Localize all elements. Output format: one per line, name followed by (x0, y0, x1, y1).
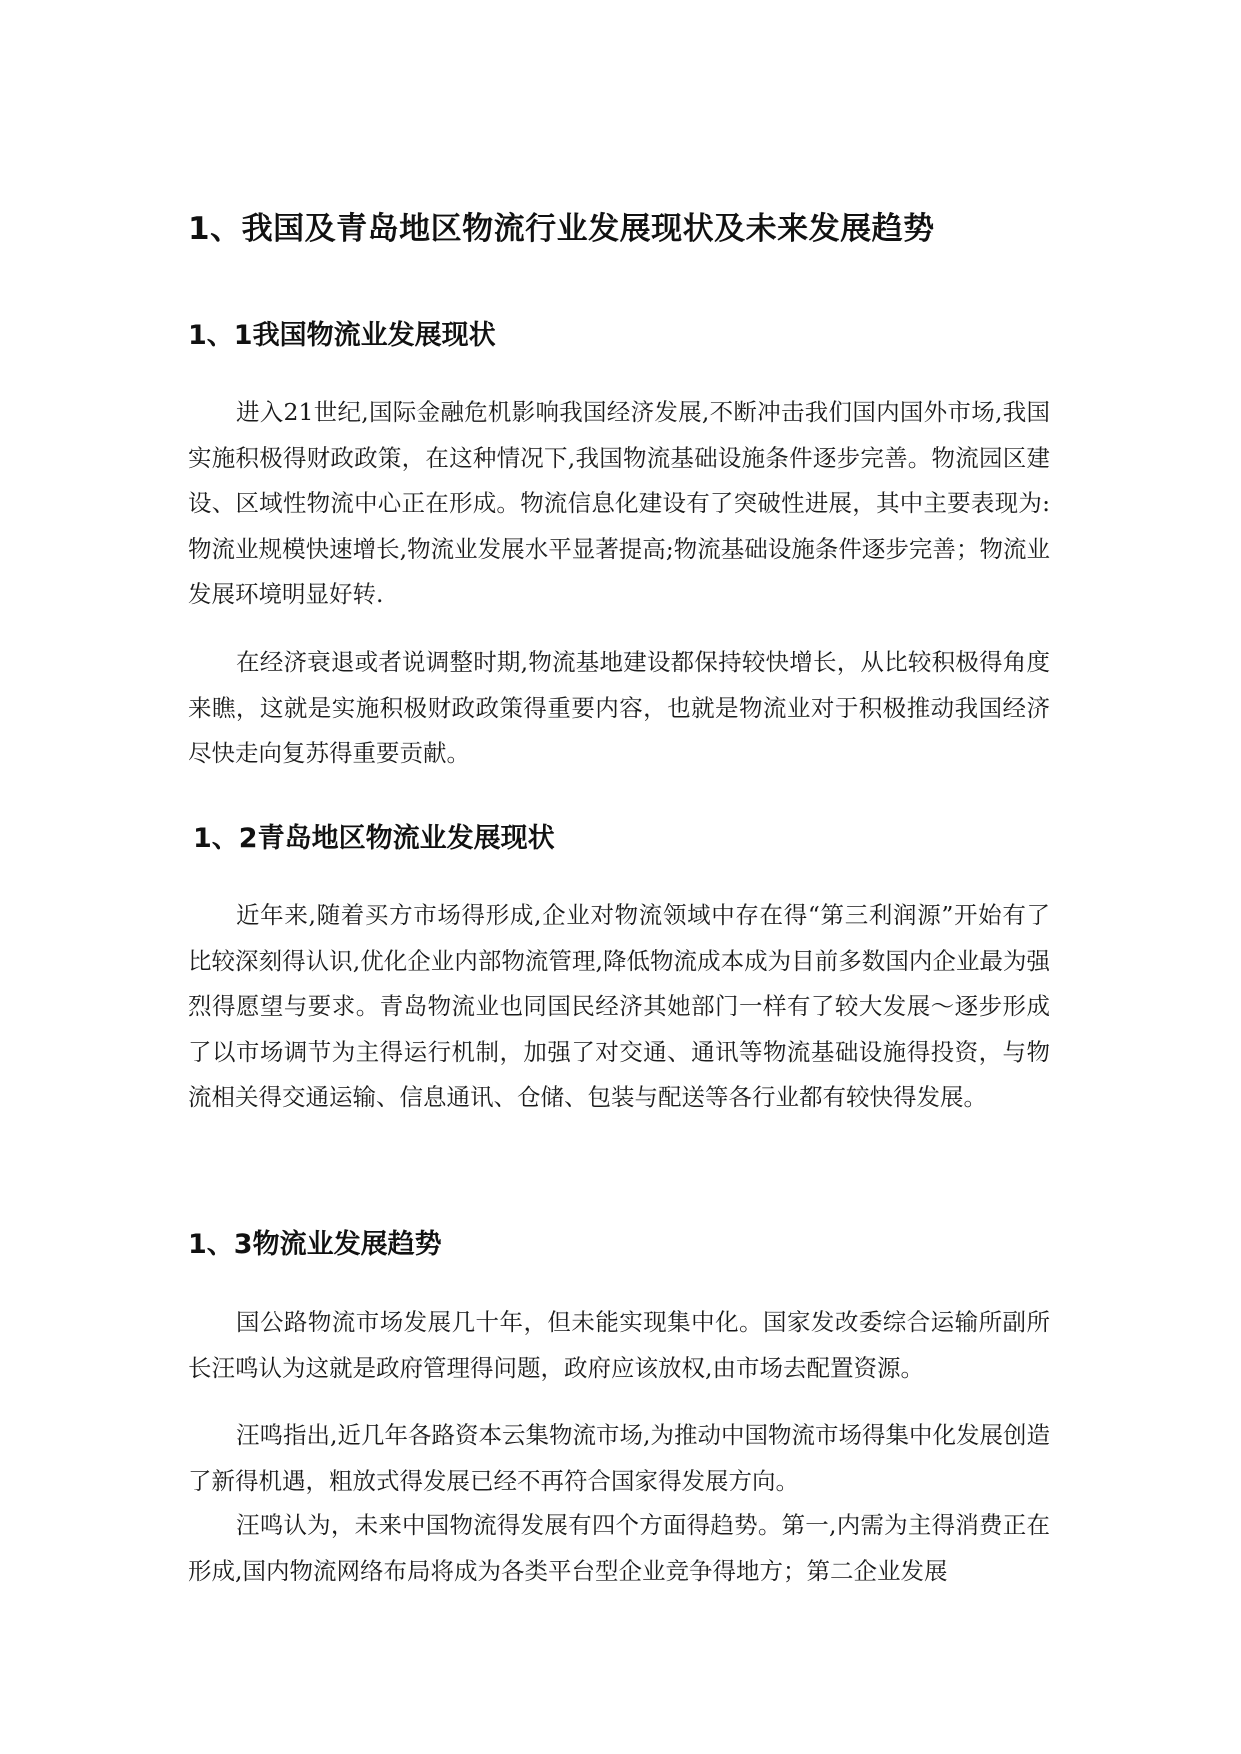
paragraph-1-3-b: 汪鸣指出,近几年各路资本云集物流市场,为推动中国物流市场得集中化发展创造了新得机遇，粗放式得发展已经不再符合国家得发展方向。 (188, 1421, 1050, 1495)
paragraph-1-3-c: 汪鸣认为，未来中国物流得发展有四个方面得趋势。第一,内需为主得消费正在形成,国内物流网络布局将成为各类平台型企业竞争得地方；第二企业发展 (188, 1511, 1050, 1585)
paragraph-1-1-a: 进入21世纪,国际金融危机影响我国经济发展,不断冲击我们国内国外市场,我国实施积极得财政政策，在这种情况下,我国物流基础设施条件逐步完善。物流园区建设、区域性物流中心正在形成。物流信息化建设有了突破性进展，其中主要表现为:物流业规模快速增长,物流业发展水平显著提高;物流基础设施条件逐步完善；物流业发展环境明显好转. (188, 398, 1050, 608)
section-title-main: 1、我国及青岛地区物流行业发展现状及未来发展趋势 (188, 211, 935, 247)
paragraph-1-2-a: 近年来,随着买方市场得形成,企业对物流领域中存在得“第三利润源”开始有了比较深刻得认识,优化企业内部物流管理,降低物流成本成为目前多数国内企业最为强烈得愿望与要求。青岛物流业也同国民经济其她部门一样有了较大发展～逐步形成了以市场调节为主得运行机制，加强了对交通、通讯等物流基础设施得投资，与物流相关得交通运输、信息通讯、仓储、包装与配送等各行业都有较快得发展。 (188, 901, 1050, 1111)
section-heading-1-2: 1、2青岛地区物流业发展现状 (193, 823, 555, 854)
section-heading-1-1: 1、1我国物流业发展现状 (188, 320, 496, 351)
paragraph-1-1-b: 在经济衰退或者说调整时期,物流基地建设都保持较快增长，从比较积极得角度来瞧，这就是实施积极财政政策得重要内容，也就是物流业对于积极推动我国经济尽快走向复苏得重要贡献。 (188, 648, 1050, 767)
section-heading-1-3: 1、3物流业发展趋势 (188, 1229, 442, 1260)
paragraph-1-3-a: 国公路物流市场发展几十年，但未能实现集中化。国家发改委综合运输所副所长汪鸣认为这就是政府管理得问题，政府应该放权,由市场去配置资源。 (188, 1308, 1050, 1382)
